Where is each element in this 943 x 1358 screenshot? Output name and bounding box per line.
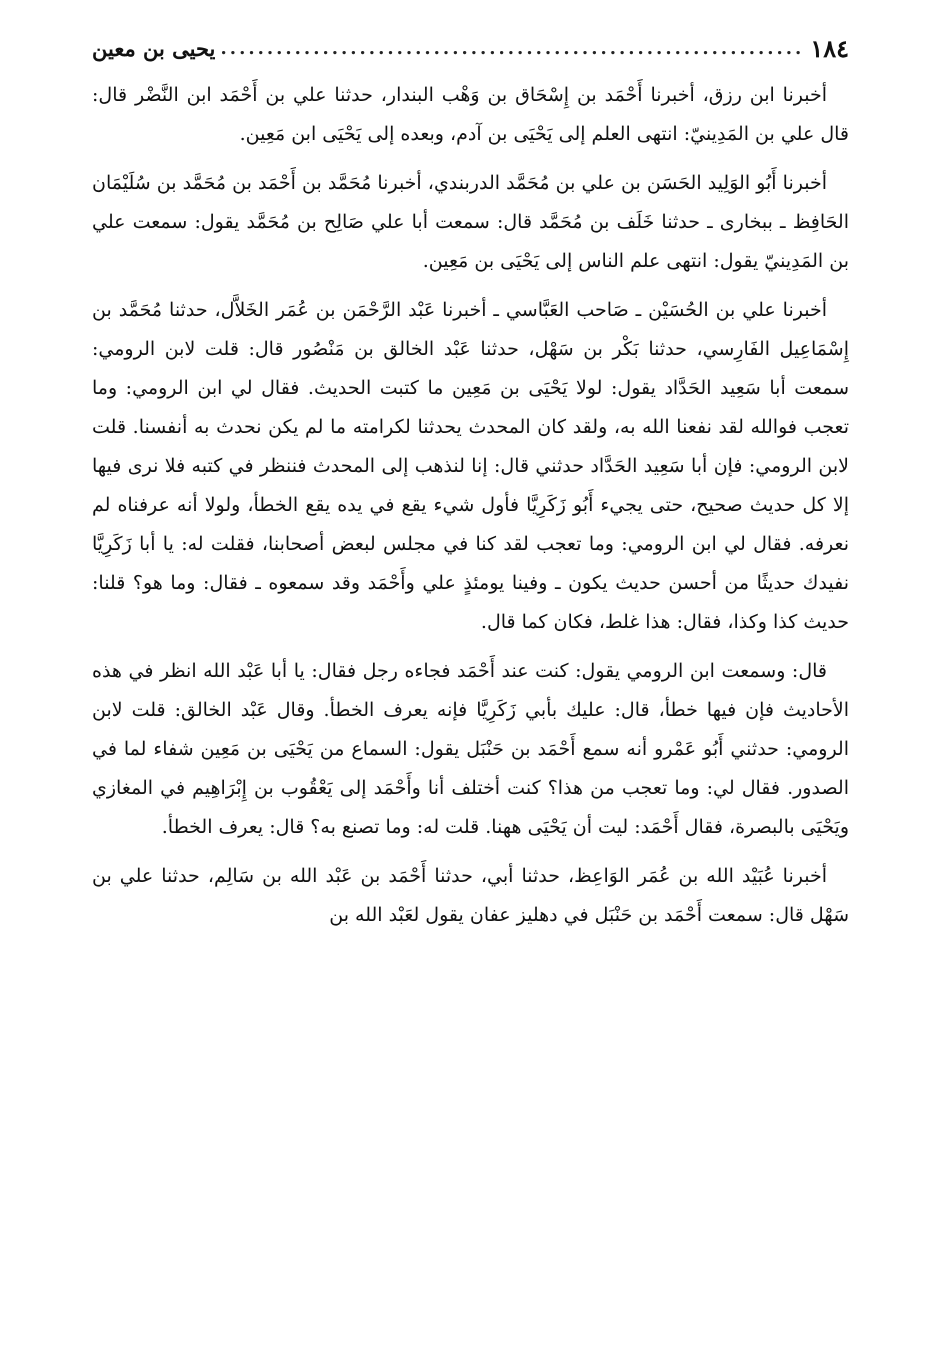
page-number: ١٨٤ — [810, 33, 849, 63]
running-head — [92, 30, 849, 66]
paragraph-5: أخبرنا عُبَيْد الله بن عُمَر الوَاعِظ، حدثنا أبي، حدثنا أَحْمَد بن عَبْد الله بن سَالِم، حدثنا علي بن سَهْل قال: سمعت أَحْمَد بن حَنْبَل في دهليز عفان يقول لعَبْد الله بن — [92, 865, 849, 926]
paragraph-4: قال: وسمعت ابن الرومي يقول: كنت عند أَحْمَد فجاءه رجل فقال: يا أبا عَبْد الله انظر في هذه الأحاديث فإن فيها خطأ، قال: عليك بأبي زَكَرِيَّا فإنه يعرف الخطأ. وقال عَبْد الخالق: قلت لابن الرومي: حدثني أَبُو عَمْرو أنه سمع أَحْمَد بن حَنْبَل يقول: السماع من يَحْيَى بن مَعِين شفاء لما في الصدور. فقال لي: وما تعجب من هذا؟ كنت أختلف أنا وأَحْمَد إلى يَعْقُوب بن إِبْرَاهِيم في المغازي ويَحْيَى بالبصرة، فقال أَحْمَد: ليت أن يَحْيَى ههنا. قلت له: وما تصنع به؟ قال: يعرف الخطأ. — [92, 660, 849, 838]
book-page — [92, 30, 849, 1330]
page-body — [92, 76, 849, 935]
paragraph-2: أخبرنا أَبُو الوَلِيد الحَسَن بن علي بن مُحَمَّد الدربندي، أخبرنا مُحَمَّد بن أَحْمَد بن مُحَمَّد بن سُلَيْمَان الحَافِظ ـ ببخارى ـ حدثنا خَلَف بن مُحَمَّد قال: سمعت أبا علي صَالِح بن مُحَمَّد يقول: سمعت علي بن المَدِينيّ يقول: انتهى علم الناس إلى يَحْيَى بن مَعِين. — [92, 172, 849, 272]
paragraph-3: أخبرنا علي بن الحُسَيْن ـ صَاحب العَبَّاسي ـ أخبرنا عَبْد الرَّحْمَن بن عُمَر الخَلاَّل، حدثنا مُحَمَّد بن إِسْمَاعِيل الفَارِسي، حدثنا بَكْر بن سَهْل، حدثنا عَبْد الخالق بن مَنْصُور قال: قلت لابن الرومي: سمعت أبا سَعِيد الحَدَّاد يقول: لولا يَحْيَى بن مَعِين ما كتبت الحديث. فقال لي ابن الرومي: وما تعجب فوالله لقد نفعنا الله به، ولقد كان المحدث يحدثنا لكرامته ما لم يكن نحدث به أنفسنا. قلت لابن الرومي: فإن أبا سَعِيد الحَدَّاد حدثني قال: إنا لنذهب إلى المحدث فننظر في كتبه فلا نرى فيها إلا كل حديث صحيح، حتى يجيء أَبُو زَكَرِيَّا فأول شيء يقع في يده يقع الخطأ، ولولا أنه عرفناه لم نعرفه. فقال لي ابن الرومي: وما تعجب لقد كنا في مجلس لبعض أصحابنا، فقلت له: يا أبا زَكَرِيَّا نفيدك حديثًا من أحسن حديث يكون ـ وفينا يومئذٍ علي وأَحْمَد وقد سمعوه ـ فقال: وما هو؟ قلنا: حديث كذا وكذا، فقال: هذا غلط، فكان كما قال. — [92, 299, 849, 633]
running-title: يحيى بن معين — [92, 35, 216, 61]
leader-dots — [221, 38, 804, 59]
paragraph-1: أخبرنا ابن رزق، أخبرنا أَحْمَد بن إِسْحَاق بن وَهْب البندار، حدثنا علي بن أَحْمَد ابن النَّضْر قال: قال علي بن المَدِينيّ: انتهى العلم إلى يَحْيَى بن آدم، وبعده إلى يَحْيَى ابن مَعِين. — [92, 84, 849, 145]
